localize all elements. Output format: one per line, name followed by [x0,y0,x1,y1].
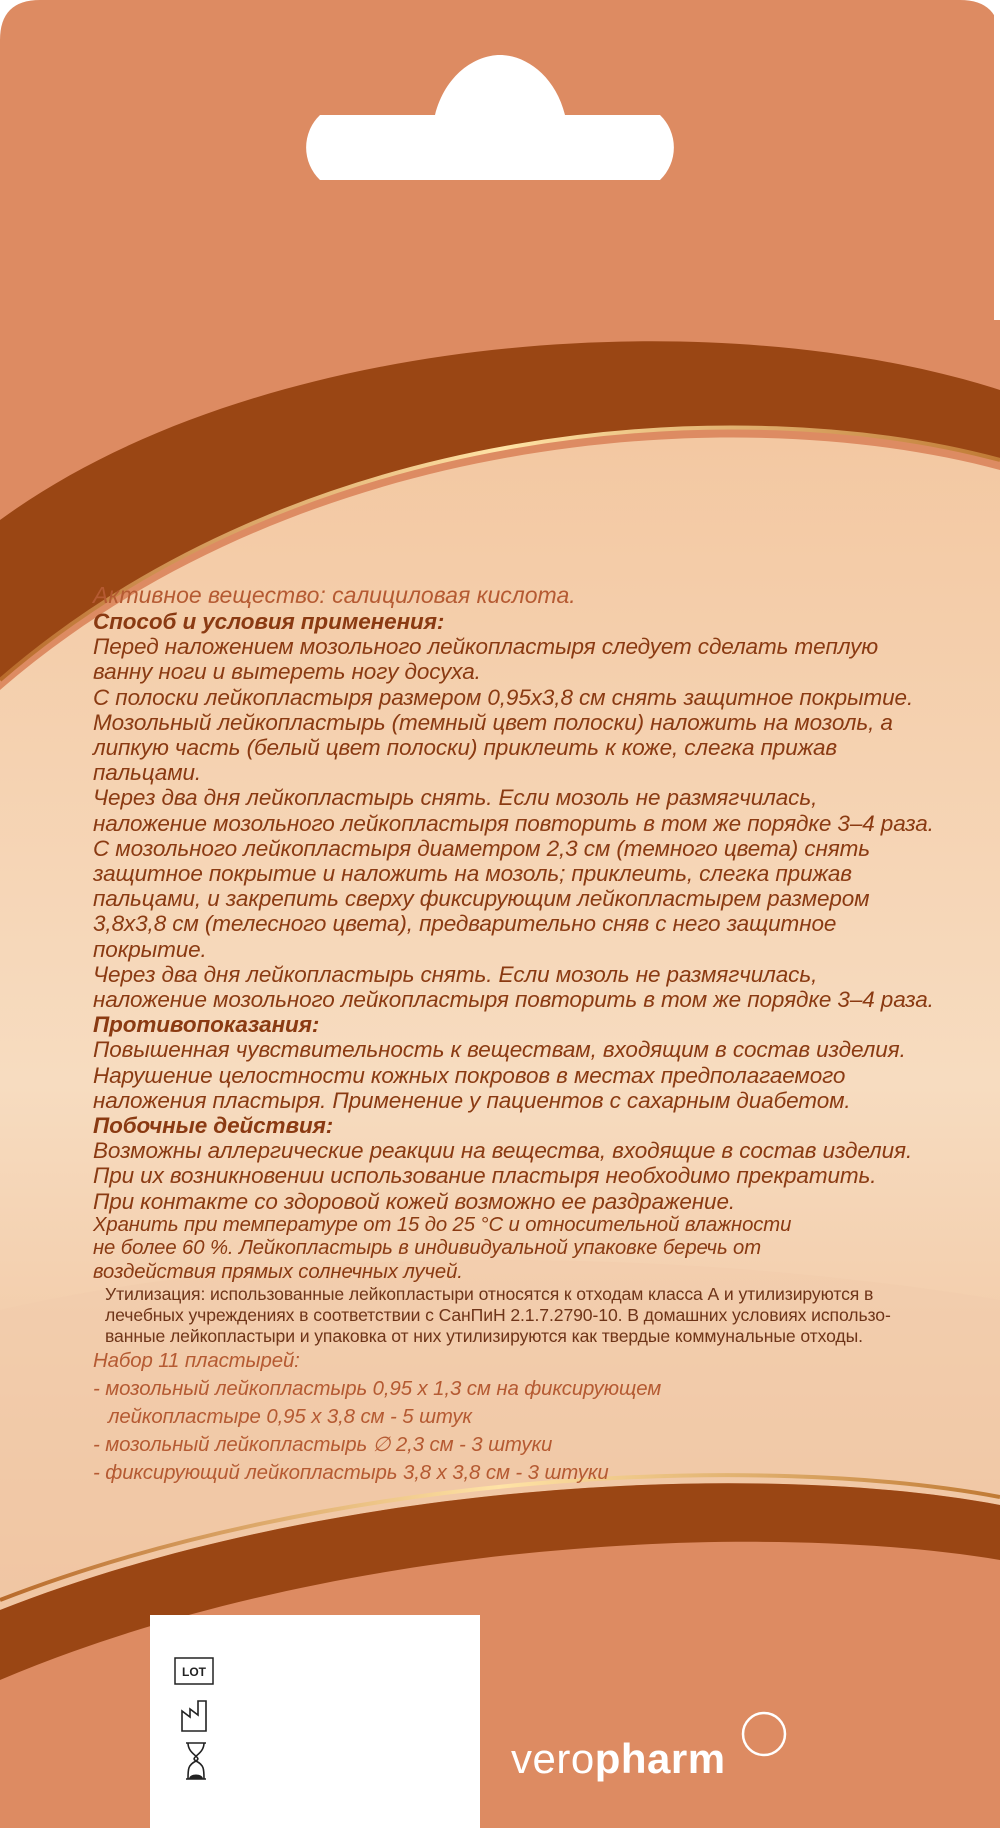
brand-logo [511,1735,726,1783]
kit-item: - фиксирующий лейкопластырь 3,8 х 3,8 см - 3 штуки [93,1462,609,1485]
usage-line: Через два дня лейкопластырь снять. Если мозоль не размягчилась, [93,785,818,811]
contraindications-line: наложения пластыря. Применение у пациентов с сахарным диабетом. [93,1087,851,1113]
usage-line: покрытие. [93,936,207,962]
kit-title: Набор 11 пластырей: [93,1350,300,1373]
usage-line: Через два дня лейкопластырь снять. Если мозоль не размягчилась, [93,961,818,987]
contraindications-line: Повышенная чувствительность к веществам, входящим в состав изделия. [93,1037,906,1063]
manufacturer-icon [180,1697,210,1733]
brand-logo-part1: vero [511,1735,595,1782]
instructions-text [93,582,998,1487]
side-effects-line: При их возникновении использование пластыря необходимо прекратить. [93,1163,877,1189]
kit-item: - мозольный лейкопластырь ∅ 2,3 см - 3 штуки [93,1434,553,1457]
usage-line: С полоски лейкопластыря размером 0,95x3,8 см снять защитное покрытие. [93,684,914,710]
usage-line: наложение мозольного лейкопластыря повторить в том же порядке 3–4 раза. [93,810,934,836]
contraindications-heading: Противопоказания: [93,1012,320,1038]
usage-line: липкую часть (белый цвет полоски) приклеить к коже, слегка прижав [93,735,838,761]
active-substance: Активное вещество: салициловая кислота. [93,582,576,608]
brand-circle-icon [740,1710,788,1758]
contraindications-line: Нарушение целостности кожных покровов в местах предполагаемого [93,1062,846,1088]
usage-line: 3,8x3,8 см (телесного цвета), предварительно сняв с него защитное [93,911,837,937]
usage-line: ванну ноги и вытереть ногу досуха. [93,659,481,685]
usage-line: Мозольный лейкопластырь (темный цвет полоски) наложить на мозоль, а [93,709,893,735]
lot-label: LOT [182,1665,206,1679]
edge-strip [994,0,1000,320]
usage-heading: Способ и условия применения: [93,609,445,634]
usage-line: Перед наложением мозольного лейкопластыря следует сделать теплую [93,634,879,660]
lot-info-box [150,1615,480,1828]
side-effects-line: Возможны аллергические реакции на вещества, входящие в состав изделия. [93,1138,913,1164]
expiry-date-icon [183,1741,209,1781]
usage-line: С мозольного лейкопластыря диаметром 2,3 см (темного цвета) снять [93,835,871,861]
side-effects-heading: Побочные действия: [93,1113,334,1139]
storage-line: воздействия прямых солнечных лучей. [93,1260,463,1283]
usage-line: пальцами, и закрепить сверху фиксирующим лейкопластырем размером [93,886,870,912]
disposal-line: лечебных учреждениях в соответствии с СанПиН 2.1.7.2790-10. В домашних условиях использо- [105,1305,891,1326]
disposal-line: Утилизация: использованные лейкопластыри относятся к отходам класса А и утилизируются в [105,1284,874,1305]
brand-logo-part2: pharm [594,1735,726,1782]
disposal-line: ванные лейкопластыри и упаковка от них утилизируются как твердые коммунальные отходы. [105,1326,863,1347]
storage-line: Хранить при температуре от 15 до 25 °С и относительной влажности [93,1213,792,1236]
usage-line: пальцами. [93,760,202,786]
side-effects-line: При контакте со здоровой кожей возможно ее раздражение. [93,1188,736,1214]
storage-line: не более 60 %. Лейкопластырь в индивидуальной упаковке беречь от [93,1237,762,1260]
kit-item: - мозольный лейкопластырь 0,95 х 1,3 см на фиксирующем [93,1378,662,1401]
usage-line: защитное покрытие и наложить на мозоль; приклеить, слегка прижав [93,861,852,887]
usage-line: наложение мозольного лейкопластыря повторить в том же порядке 3–4 раза. [93,987,934,1013]
kit-item-continued: лейкопластыре 0,95 х 3,8 см - 5 штук [108,1406,472,1429]
lot-symbol-icon [174,1657,214,1687]
